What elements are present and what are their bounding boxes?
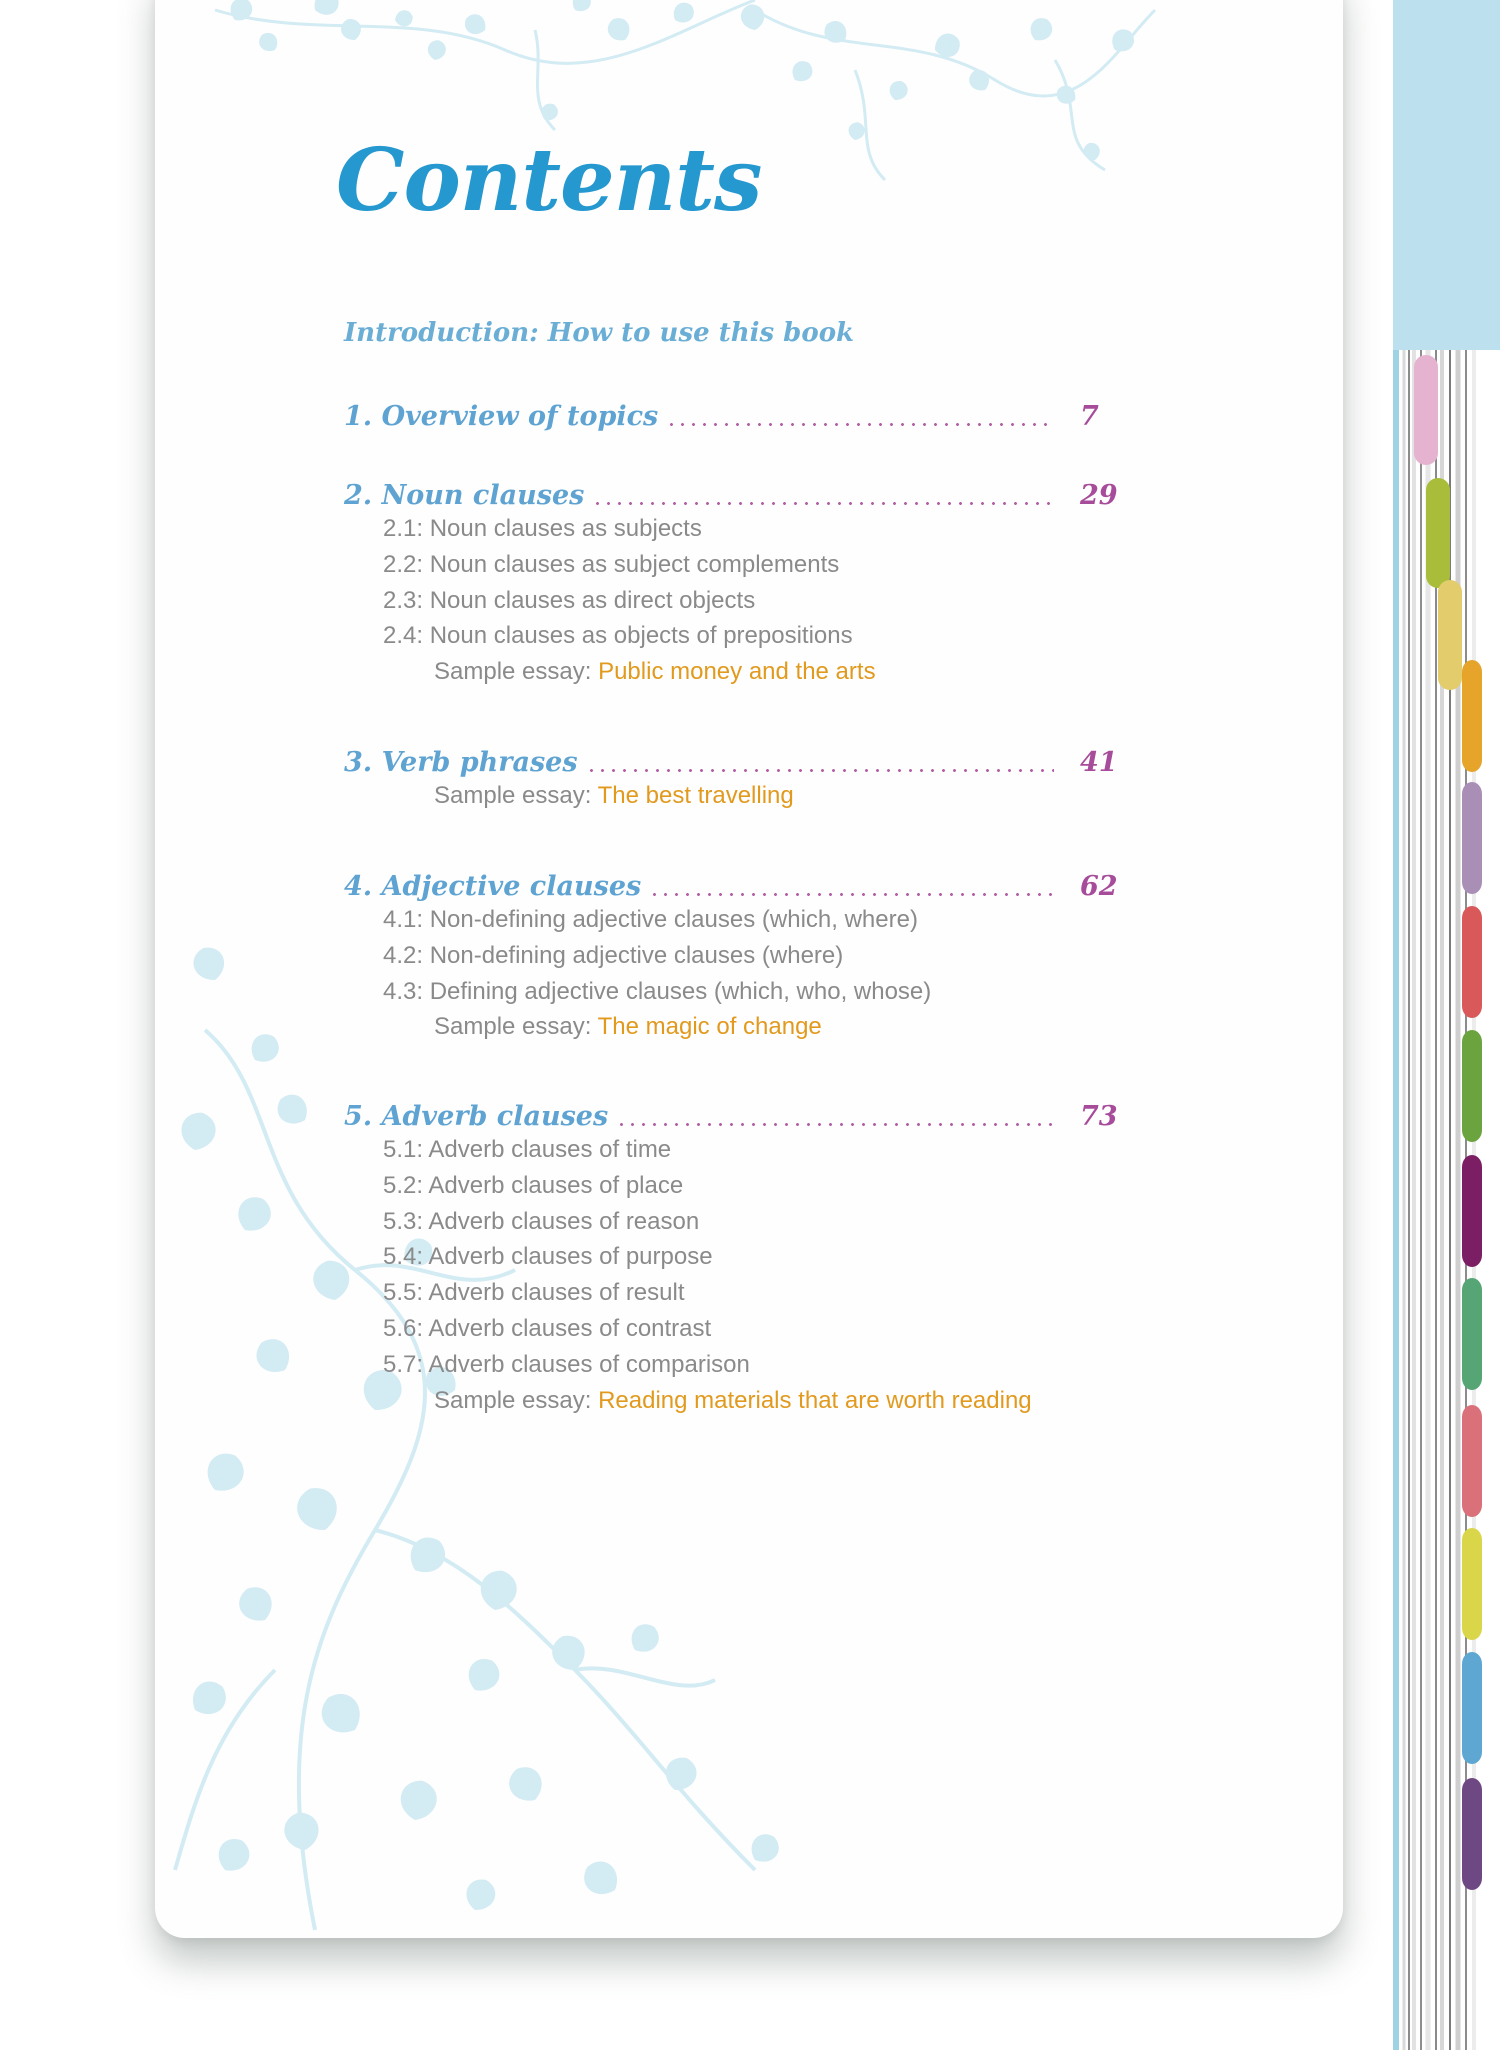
sample-essay-title[interactable]: Reading materials that are worth reading [598,1386,1032,1414]
section-page-number: 62 [1080,871,1118,902]
section-title[interactable]: 5. Adverb clauses [344,1101,614,1132]
section-title[interactable]: 2. Noun clauses [344,480,590,511]
sample-essay-title[interactable]: The best travelling [597,782,794,809]
toc-subitem[interactable]: 5.2: Adverb clauses of place [383,1171,684,1199]
sample-essay-entry[interactable] [434,1387,1032,1415]
toc-section[interactable] [344,744,1118,784]
introduction-heading[interactable]: Introduction: How to use this book [344,318,855,348]
section-page-number: 29 [1080,480,1118,511]
sample-essay-entry[interactable] [434,658,876,686]
toc-section[interactable] [344,398,1114,438]
toc-subitem[interactable]: 4.1: Non-defining adjective clauses (which, where) [383,906,918,933]
toc-subitem[interactable]: 4.2: Non-defining adjective clauses (where) [383,941,844,969]
section-page-number: 73 [1080,1101,1118,1132]
dot-leader [616,1123,1054,1126]
toc-section[interactable] [344,1098,1118,1138]
toc-subitem[interactable]: 5.6: Adverb clauses of contrast [383,1315,712,1342]
toc-subitem[interactable]: 2.4: Noun clauses as objects of prepositions [383,622,853,650]
toc-subitem[interactable]: 5.4: Adverb clauses of purpose [383,1243,713,1271]
section-title[interactable]: 3. Verb phrases [344,747,584,778]
sample-essay-label: Sample essay: [434,782,598,809]
toc-subitem[interactable]: 2.1: Noun clauses as subjects [383,515,702,542]
section-title[interactable]: 1. Overview of topics [344,401,664,432]
sample-essay-label: Sample essay: [434,658,599,686]
toc-subitem[interactable]: 2.2: Noun clauses as subject complements [383,550,840,578]
toc-subitem[interactable]: 5.1: Adverb clauses of time [383,1136,672,1163]
dot-leader [586,769,1054,772]
page-title: Contents [336,130,762,231]
sample-essay-title[interactable]: Public money and the arts [598,658,876,686]
sample-essay-entry[interactable] [434,1013,822,1041]
sample-essay-label: Sample essay: [434,1386,599,1414]
section-page-number: 7 [1080,401,1099,432]
toc-subitem[interactable]: 5.5: Adverb clauses of result [383,1279,685,1307]
sample-essay-title[interactable]: The magic of change [597,1013,822,1041]
dot-leader [592,502,1054,505]
toc-subitem[interactable]: 4.3: Defining adjective clauses (which, who, whose) [383,977,932,1005]
section-page-number: 41 [1080,747,1118,778]
section-title[interactable]: 4. Adjective clauses [344,871,647,902]
dot-leader [666,423,1054,426]
dot-leader [649,893,1054,896]
toc-subitem[interactable]: 5.3: Adverb clauses of reason [383,1207,700,1235]
toc-section[interactable] [344,868,1118,908]
toc-subitem[interactable]: 2.3: Noun clauses as direct objects [383,586,756,614]
sample-essay-label: Sample essay: [434,1013,598,1041]
toc-subitem[interactable]: 5.7: Adverb clauses of comparison [383,1350,750,1378]
sample-essay-entry[interactable] [434,782,794,810]
toc-section[interactable] [344,477,1118,517]
